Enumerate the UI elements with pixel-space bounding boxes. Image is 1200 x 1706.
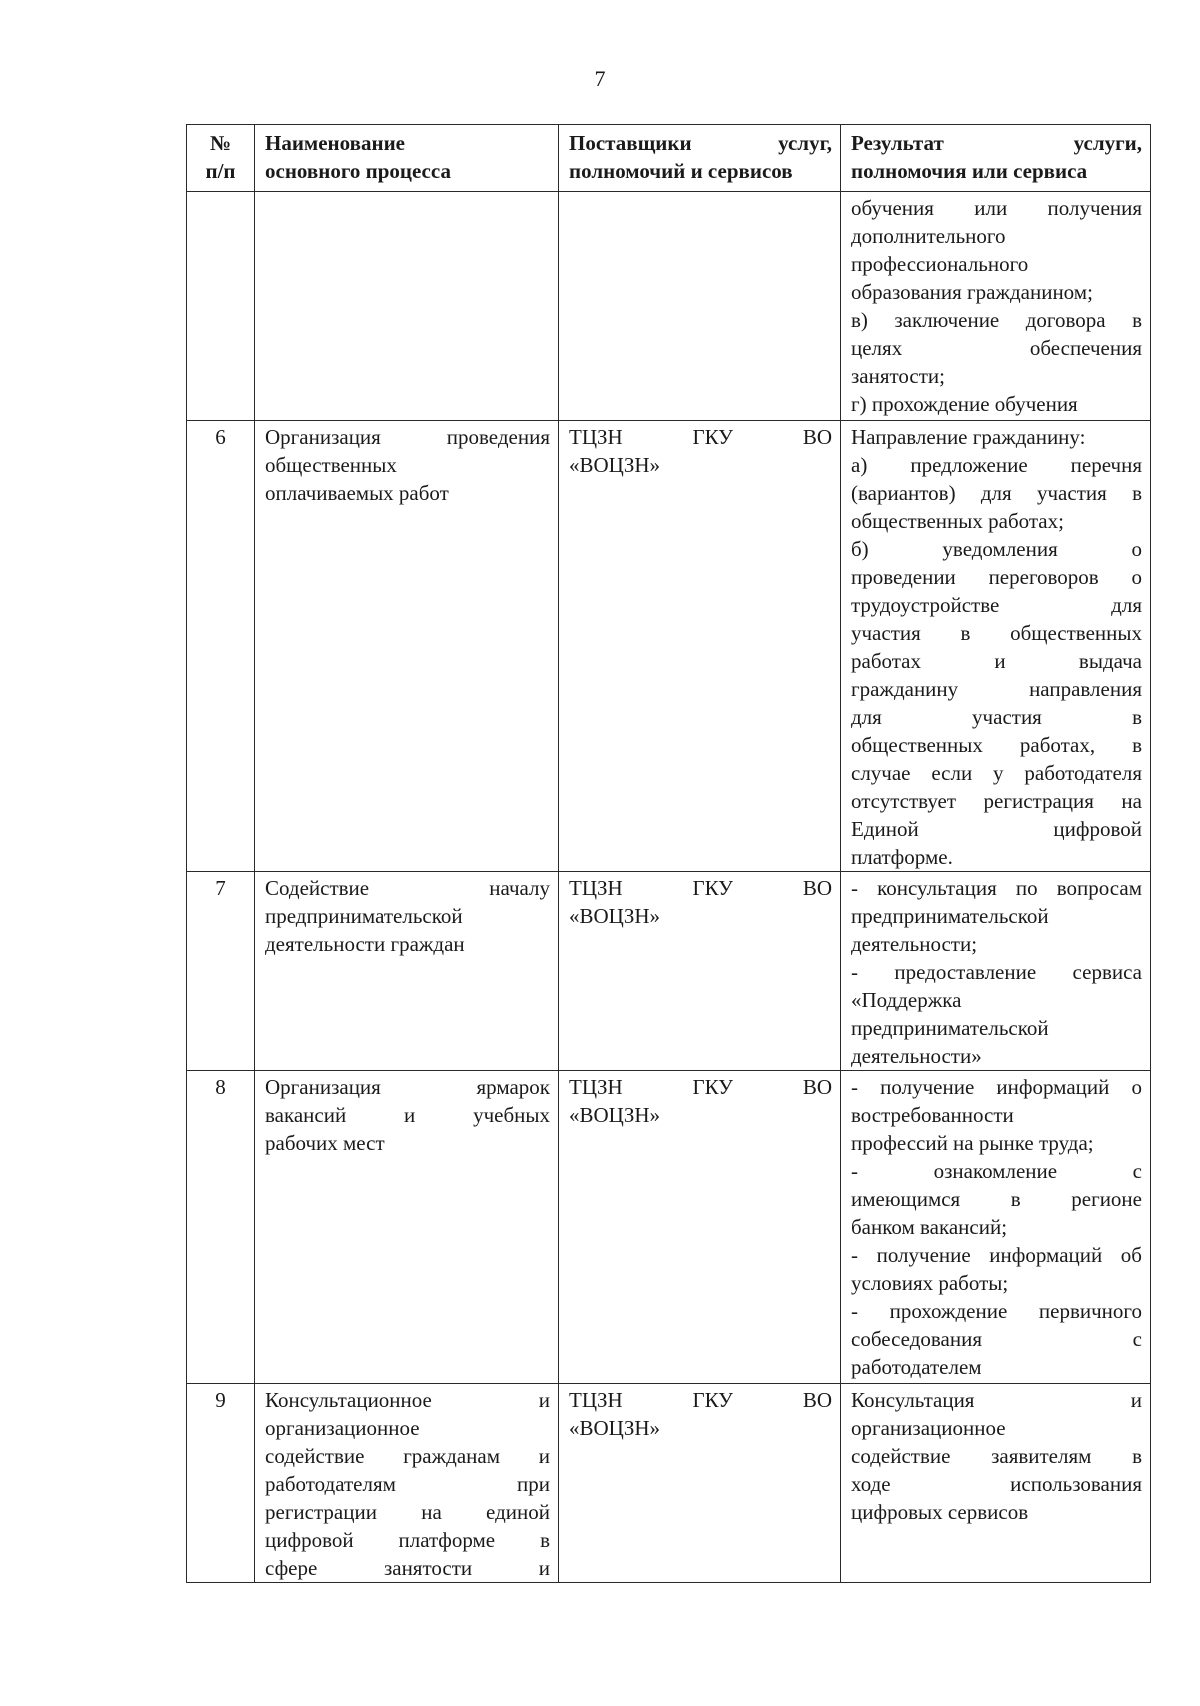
process-line: оплачиваемых работ — [265, 481, 449, 505]
services-table — [186, 124, 1151, 1583]
providers-line: «ВОЦЗН» — [569, 904, 661, 928]
result-line: образования гражданином; — [851, 280, 1093, 304]
table-header-row — [187, 125, 1151, 192]
header-result-line: полномочия или сервиса — [851, 159, 1088, 183]
process-line: содействие гражданам и — [265, 1444, 550, 1468]
process-line: регистрации на единой — [265, 1500, 550, 1524]
result-line: в) заключение договора в — [851, 308, 1142, 332]
cell-process — [255, 1071, 559, 1384]
table-row — [187, 872, 1151, 1071]
header-process-line: основного процесса — [265, 159, 451, 183]
cell-providers — [559, 1384, 841, 1583]
result-line: организационное — [851, 1416, 1006, 1440]
providers-line: ТЦЗН ГКУ ВО — [569, 1388, 832, 1412]
result-line: предпринимательской — [851, 1016, 1049, 1040]
result-line: занятости; — [851, 364, 946, 388]
result-line: ходе использования — [851, 1472, 1142, 1496]
process-line: вакансий и учебных — [265, 1103, 550, 1127]
result-line: работах и выдача — [851, 649, 1142, 673]
process-line: рабочих мест — [265, 1131, 385, 1155]
result-line: Единой цифровой — [851, 817, 1142, 841]
result-line: обучения или получения — [851, 196, 1142, 220]
result-line: собеседования с — [851, 1327, 1142, 1351]
process-line: работодателям при — [265, 1472, 550, 1496]
result-line: трудоустройстве для — [851, 593, 1142, 617]
process-line: организационное — [265, 1416, 420, 1440]
cell-num: 9 — [187, 1384, 255, 1583]
process-line: Консультационное и — [265, 1388, 550, 1412]
cell-process — [255, 1384, 559, 1583]
result-line: - ознакомление с — [851, 1159, 1142, 1183]
result-line: б) уведомления о — [851, 537, 1142, 561]
result-line: а) предложение перечня — [851, 453, 1142, 477]
header-process — [255, 125, 559, 192]
result-line: - получение информаций о — [851, 1075, 1142, 1099]
cell-providers — [559, 192, 841, 421]
result-line: участия в общественных — [851, 621, 1142, 645]
header-result — [841, 125, 1151, 192]
process-line: Организация ярмарок — [265, 1075, 550, 1099]
providers-line: «ВОЦЗН» — [569, 1416, 661, 1440]
header-process-line: Наименование — [265, 131, 405, 155]
cell-result — [841, 872, 1151, 1071]
result-line: содействие заявителям в — [851, 1444, 1142, 1468]
cell-result — [841, 1071, 1151, 1384]
cell-process — [255, 872, 559, 1071]
process-line: общественных — [265, 453, 397, 477]
result-line: цифровых сервисов — [851, 1500, 1029, 1524]
process-line: Организация проведения — [265, 425, 550, 449]
header-providers — [559, 125, 841, 192]
header-num-line: № — [209, 131, 232, 155]
result-line: профессионального — [851, 252, 1029, 276]
providers-line: ТЦЗН ГКУ ВО — [569, 1075, 832, 1099]
header-providers-line: Поставщики услуг, — [569, 131, 832, 155]
result-line: деятельности; — [851, 932, 978, 956]
table-row — [187, 421, 1151, 872]
result-line: Направление гражданину: — [851, 425, 1086, 449]
cell-num: 7 — [187, 872, 255, 1071]
result-line: - консультация по вопросам — [851, 876, 1142, 900]
cell-providers — [559, 421, 841, 872]
result-line: случае если у работодателя — [851, 761, 1142, 785]
cell-result — [841, 1384, 1151, 1583]
table-row — [187, 1071, 1151, 1384]
result-line: профессий на рынке труда; — [851, 1131, 1094, 1155]
cell-process — [255, 421, 559, 872]
result-line: - предоставление сервиса — [851, 960, 1142, 984]
process-line: предпринимательской — [265, 904, 463, 928]
result-line: г) прохождение обучения — [851, 392, 1078, 416]
result-line: деятельности» — [851, 1044, 982, 1068]
cell-providers — [559, 1071, 841, 1384]
cell-num — [187, 192, 255, 421]
providers-line: ТЦЗН ГКУ ВО — [569, 425, 832, 449]
result-line: «Поддержка — [851, 988, 962, 1012]
header-num-line: п/п — [205, 159, 236, 183]
result-line: - прохождение первичного — [851, 1299, 1142, 1323]
providers-line: ТЦЗН ГКУ ВО — [569, 876, 832, 900]
result-line: общественных работах; — [851, 509, 1064, 533]
cell-result — [841, 421, 1151, 872]
result-line: работодателем — [851, 1355, 982, 1379]
process-line: сфере занятости и — [265, 1556, 550, 1580]
result-line: банком вакансий; — [851, 1215, 1008, 1239]
result-line: платформе. — [851, 845, 953, 869]
result-line: Консультация и — [851, 1388, 1142, 1412]
cell-result — [841, 192, 1151, 421]
result-line: гражданину направления — [851, 677, 1142, 701]
result-line: целях обеспечения — [851, 336, 1142, 360]
cell-process — [255, 192, 559, 421]
result-line: отсутствует регистрация на — [851, 789, 1142, 813]
header-num — [187, 125, 255, 192]
cell-num: 6 — [187, 421, 255, 872]
providers-line: «ВОЦЗН» — [569, 453, 661, 477]
cell-num: 8 — [187, 1071, 255, 1384]
table-row — [187, 192, 1151, 421]
process-line: Содействие началу — [265, 876, 550, 900]
providers-line: «ВОЦЗН» — [569, 1103, 661, 1127]
process-line: цифровой платформе в — [265, 1528, 550, 1552]
process-line: деятельности граждан — [265, 932, 465, 956]
header-result-line: Результат услуги, — [851, 131, 1142, 155]
table-body — [187, 192, 1151, 1583]
result-line: предпринимательской — [851, 904, 1049, 928]
result-line: дополнительного — [851, 224, 1006, 248]
page-number: 7 — [594, 66, 606, 91]
result-line: условиях работы; — [851, 1271, 1009, 1295]
result-line: востребованности — [851, 1103, 1014, 1127]
result-line: для участия в — [851, 705, 1142, 729]
cell-providers — [559, 872, 841, 1071]
result-line: - получение информаций об — [851, 1243, 1142, 1267]
header-providers-line: полномочий и сервисов — [569, 159, 793, 183]
table-row — [187, 1384, 1151, 1583]
result-line: общественных работах, в — [851, 733, 1142, 757]
result-line: (вариантов) для участия в — [851, 481, 1142, 505]
result-line: имеющимся в регионе — [851, 1187, 1142, 1211]
result-line: проведении переговоров о — [851, 565, 1142, 589]
